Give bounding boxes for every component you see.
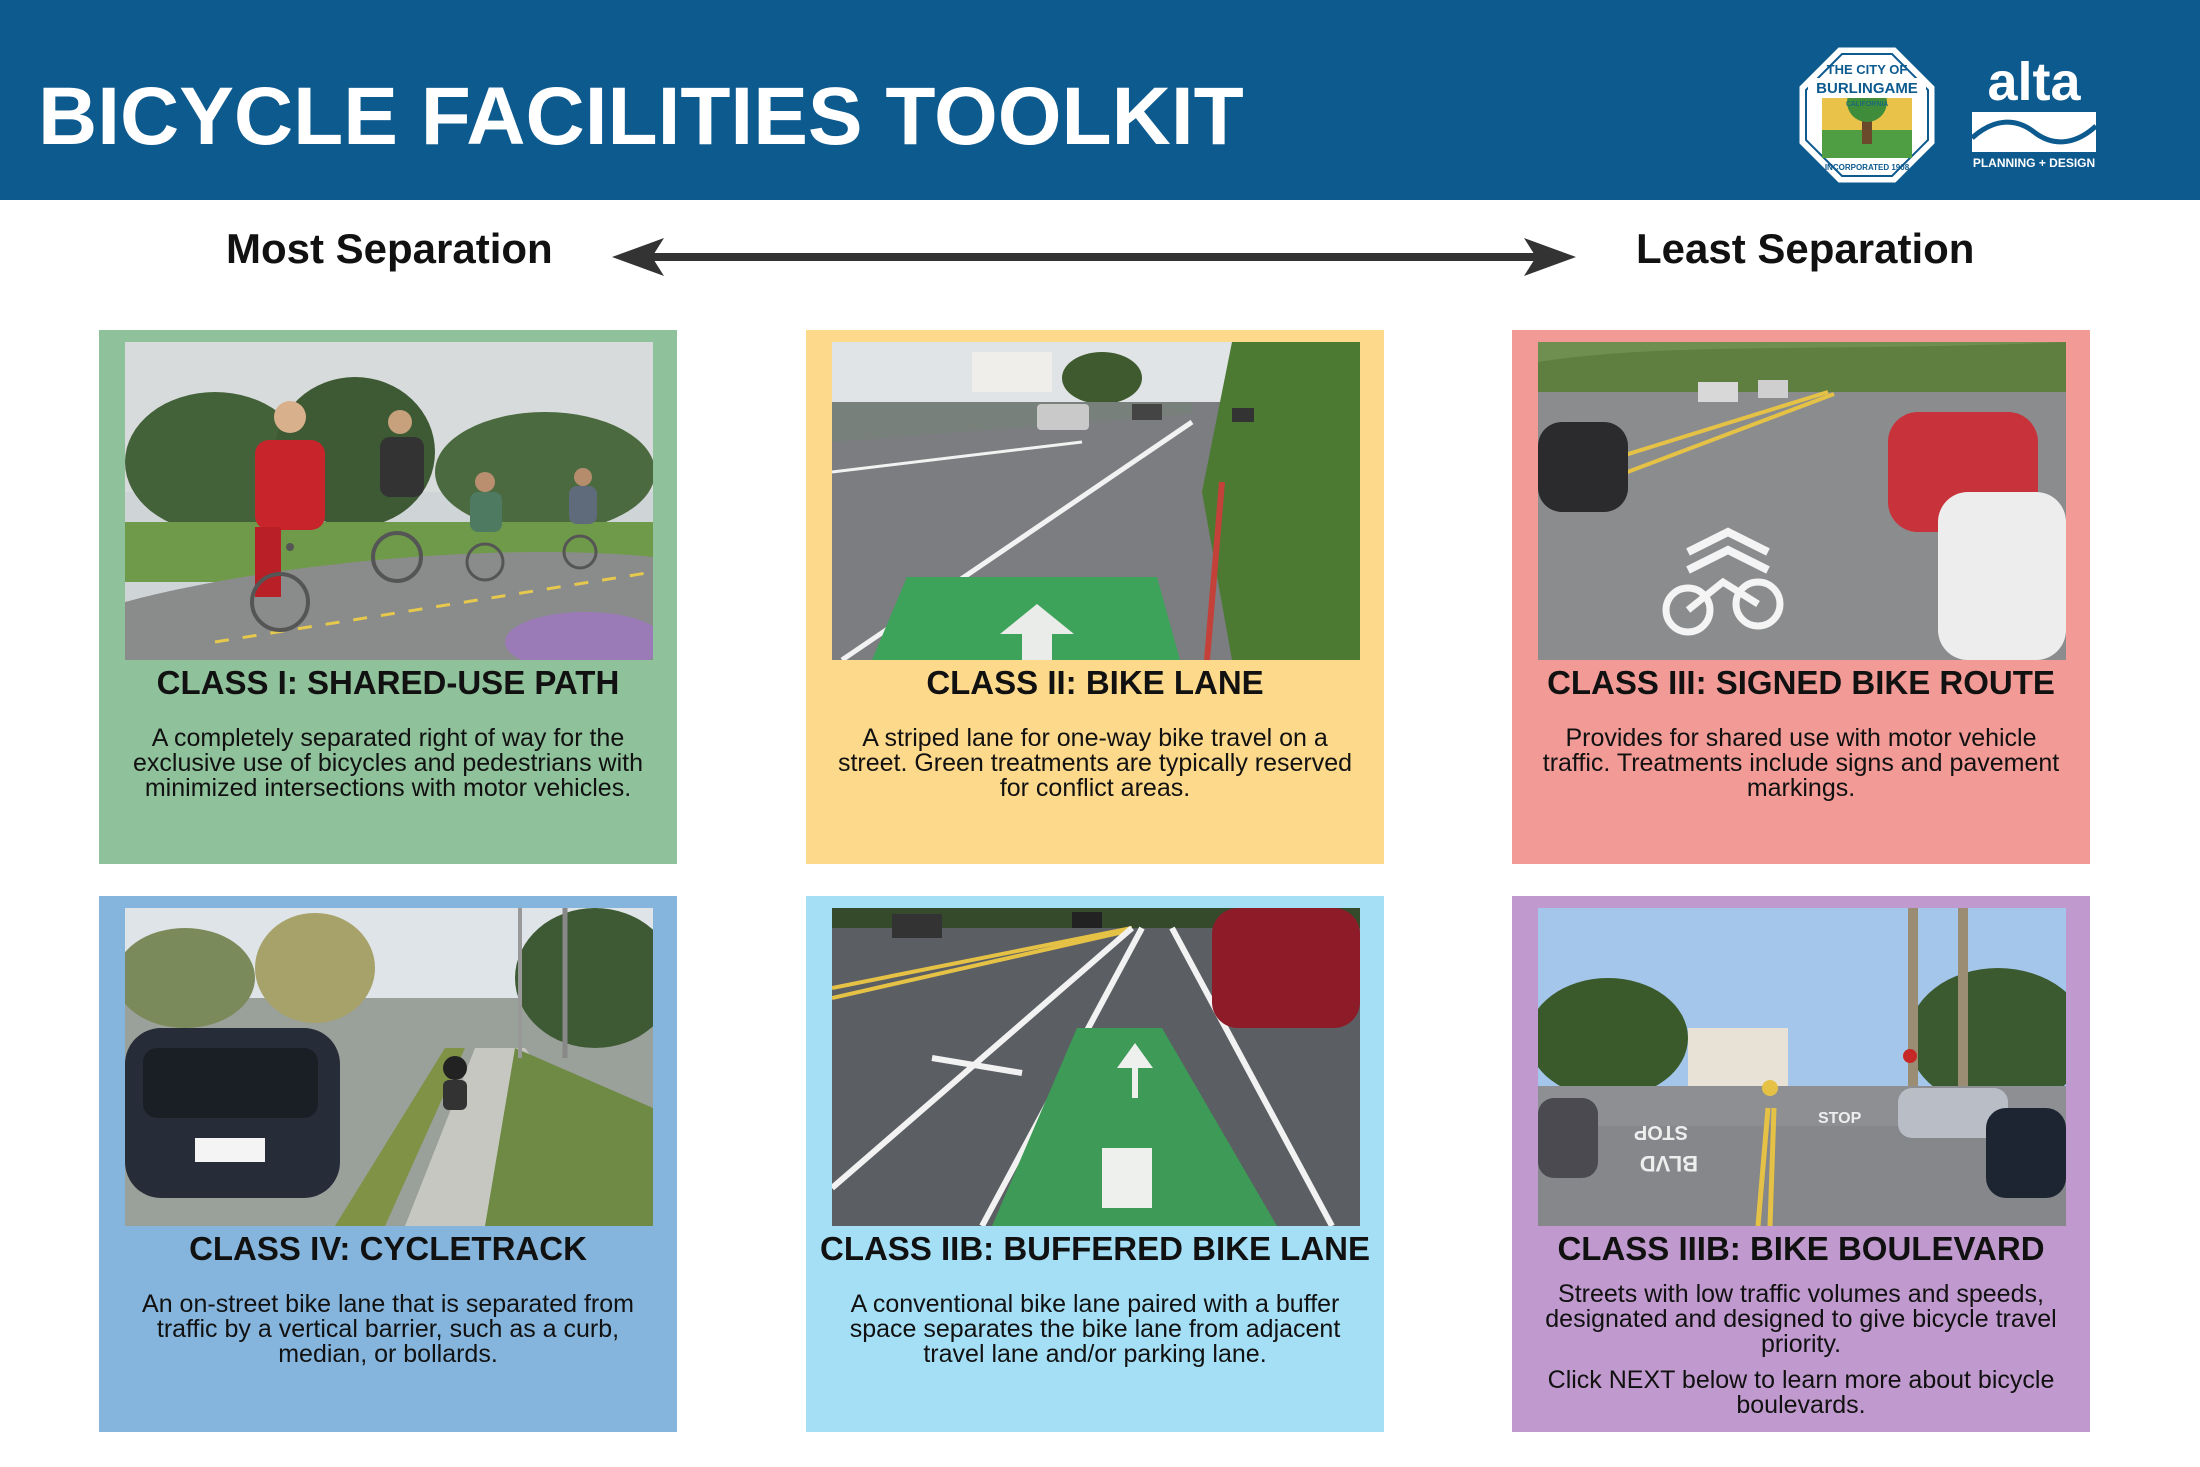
card-shared-use-path[interactable] xyxy=(99,330,677,864)
card-title: CLASS I: SHARED-USE PATH xyxy=(156,664,620,701)
card-next-note: Click NEXT below to learn more about bicycle boulevards. xyxy=(1547,1366,2055,1419)
header-banner xyxy=(0,0,2200,200)
photo-cycletrack xyxy=(125,908,653,1226)
photo-shared-use-path xyxy=(125,342,653,660)
card-title: CLASS IIB: BUFFERED BIKE LANE xyxy=(819,1230,1370,1267)
card-title: CLASS III: SIGNED BIKE ROUTE xyxy=(1547,664,2055,701)
card-buffered-bike-lane[interactable] xyxy=(806,896,1384,1432)
card-bike-boulevard[interactable] xyxy=(1512,896,2090,1432)
card-cycletrack[interactable] xyxy=(99,896,677,1432)
seal-name-text: BURLINGAME xyxy=(1816,80,1918,97)
photo-signed-bike-route xyxy=(1538,342,2066,660)
photo-buffered-bike-lane xyxy=(832,908,1360,1226)
road-text-stop: STOP xyxy=(1633,1121,1688,1143)
page-title: BICYCLE FACILITIES TOOLKIT xyxy=(38,71,1244,162)
most-separation-label: Most Separation xyxy=(226,225,553,272)
card-title: CLASS IV: CYCLETRACK xyxy=(189,1230,587,1267)
card-description: A conventional bike lane paired with a buffer space separates the bike lane from adjacent travel lane and/or parking lane. xyxy=(849,1290,1341,1368)
card-bike-lane[interactable] xyxy=(806,330,1384,864)
seal-bottom-text: INCORPORATED 1908 xyxy=(1824,163,1910,172)
card-signed-bike-route[interactable] xyxy=(1512,330,2090,864)
alta-wave-icon xyxy=(1972,112,2096,152)
card-description: Provides for shared use with motor vehicle traffic. Treatments include signs and pavement markings. xyxy=(1542,724,2060,802)
card-description: Streets with low traffic volumes and speeds, designated and designed to give bicycle travel priority. xyxy=(1545,1280,2057,1358)
alta-logo xyxy=(1968,52,2100,172)
seal-state-text: CALIFORNIA xyxy=(1845,101,1889,108)
card-description: An on-street bike lane that is separated from traffic by a vertical barrier, such as a curb, median, or bollards. xyxy=(142,1290,634,1368)
alta-logo-word: alta xyxy=(1987,52,2081,112)
seal-top-text: THE CITY OF xyxy=(1826,62,1908,77)
road-text-blvd: BLVD xyxy=(1639,1151,1698,1176)
double-arrow-icon xyxy=(612,232,1576,282)
photo-bike-boulevard xyxy=(1538,908,2066,1226)
card-description: A striped lane for one-way bike travel on a street. Green treatments are typically reserved for conflict areas. xyxy=(837,724,1353,802)
alta-logo-subtitle: PLANNING + DESIGN xyxy=(1972,156,2096,170)
photo-bike-lane xyxy=(832,342,1360,660)
card-title: CLASS II: BIKE LANE xyxy=(926,664,1264,701)
city-seal-icon xyxy=(1796,44,1938,186)
road-text-stop-far: STOP xyxy=(1818,1110,1862,1127)
card-title: CLASS IIIB: BIKE BOULEVARD xyxy=(1557,1230,2045,1267)
least-separation-label: Least Separation xyxy=(1636,225,1975,272)
card-description: A completely separated right of way for the exclusive use of bicycles and pedestrians with minimized intersections with motor vehicles. xyxy=(133,724,643,802)
